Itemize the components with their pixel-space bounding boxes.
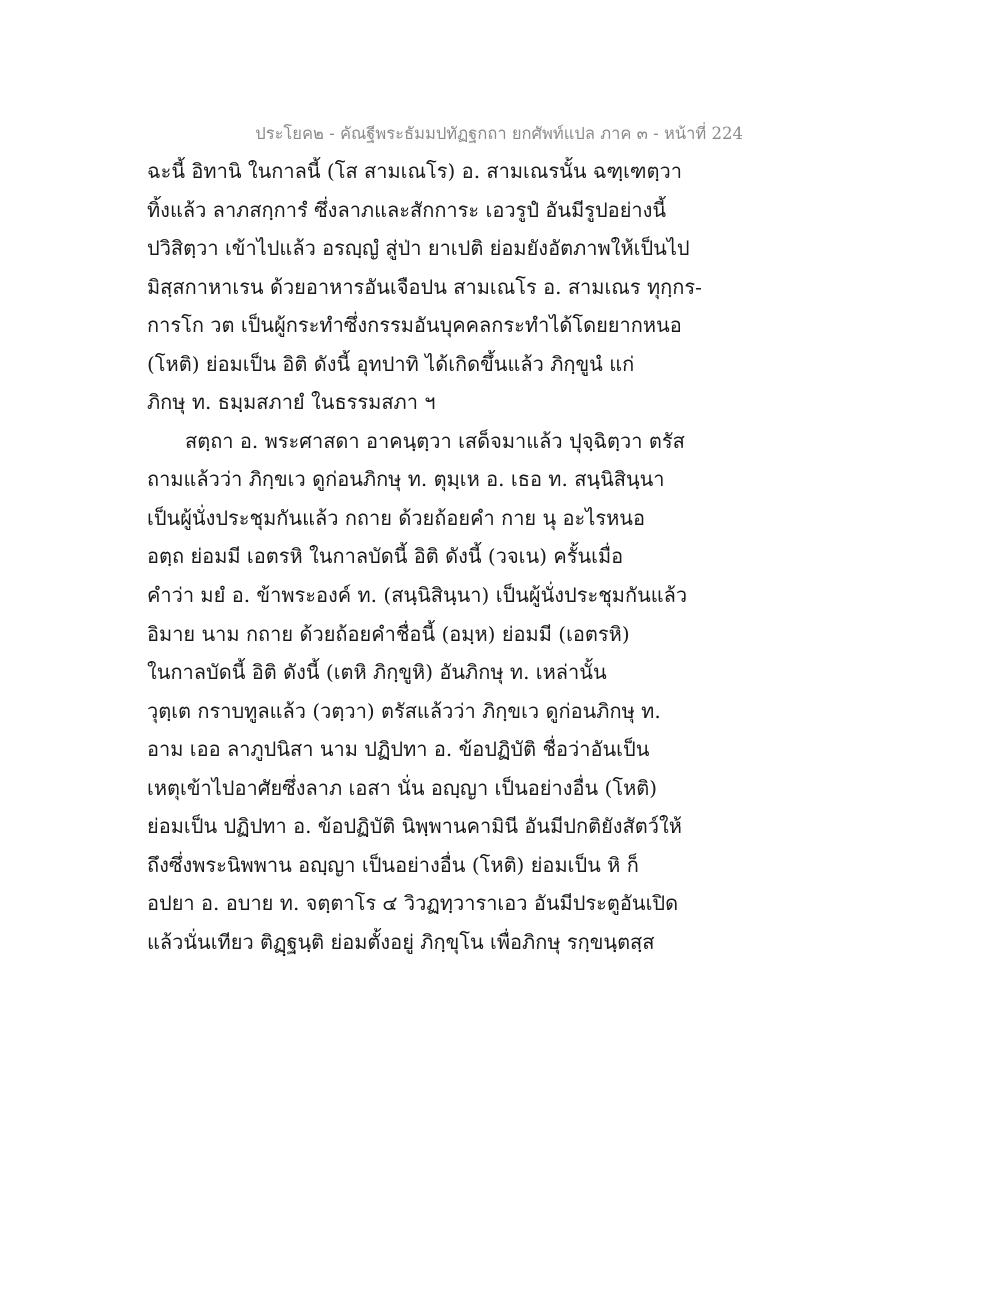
text-line: ย่อมเป็น ปฏิปทา อ. ข้อปฏิบัติ นิพฺพานคามินี อันมีปกติยังสัตว์ให้ [147,814,682,839]
body-text [147,152,707,961]
text-line: แล้วนั่นเทียว ติฏฺฐนฺติ ย่อมตั้งอยู่ ภิกฺขุโน เพื่อภิกษุ รกฺขนฺตสฺส [147,929,655,954]
paragraph-1 [147,152,707,422]
text-line: วุตฺเต กราบทูลแล้ว (วตฺวา) ตรัสแล้วว่า ภิกฺขเว ดูก่อนภิกษุ ท. [147,698,661,723]
text-line: อิมาย นาม กถาย ด้วยถ้อยคำชื่อนี้ (อมฺห) ย่อมมี (เอตรหิ) [147,621,630,646]
text-line: ฉะนี้ อิทานิ ในกาลนี้ (โส สามเณโร) อ. สามเณรนั้น ฉฑฺเฑตฺวา [147,159,682,183]
text-line: ทิ้งแล้ว ลาภสกฺการํ ซึ่งลาภและสักการะ เอวรูปํ อันมีรูปอย่างนี้ [147,197,667,222]
text-line: การโก วต เป็นผู้กระทำซึ่งกรรมอันบุคคลกระทำได้โดยยากหนอ [147,313,682,338]
text-line: เหตุเข้าไปอาศัยซึ่งลาภ เอสา นั่น อญฺญา เป็นอย่างอื่น (โหติ) [147,775,658,800]
text-line: ภิกษุ ท. ธมฺมสภายํ ในธรรมสภา ฯ [147,390,436,415]
text-line: ถามแล้วว่า ภิกฺขเว ดูก่อนภิกษุ ท. ตุมฺเห อ. เธอ ท. สนฺนิสินฺนา [147,467,665,492]
text-line: ปวิสิตฺวา เข้าไปแล้ว อรญฺญํ สู่ป่า ยาเปติ ย่อมยังอัตภาพให้เป็นไป [147,236,690,261]
text-line: เป็นผู้นั่งประชุมกันแล้ว กถาย ด้วยถ้อยคำ กาย นุ อะไรหนอ [147,505,645,530]
text-line: อาม เออ ลาภูปนิสา นาม ปฏิปทา อ. ข้อปฏิบัติ ชื่อว่าอันเป็น [147,737,650,762]
text-line: มิสฺสกาหาเรน ด้วยอาหารอันเจือปน สามเณโร อ. สามเณร ทุกฺกร- [147,274,702,299]
text-line: อปยา อ. อบาย ท. จตฺตาโร ๔ วิวฏทฺวาราเอว อันมีประตูอันเปิด [147,891,679,916]
text-line: คำว่า มยํ อ. ข้าพระองค์ ท. (สนฺนิสินฺนา) เป็นผู้นั่งประชุมกันแล้ว [147,583,688,608]
paragraph-2 [147,422,707,962]
text-line: (โหติ) ย่อมเป็น อิติ ดังนี้ อุทปาทิ ได้เกิดขึ้นแล้ว ภิกฺขูนํ แก่ [147,351,635,376]
text-line: ถึงซึ่งพระนิพพาน อญฺญา เป็นอย่างอื่น (โหติ) ย่อมเป็น หิ ก็ [147,852,639,877]
running-header: ประโยค๒ - คัณฐีพระธัมมปทัฏฐกถา ยกศัพท์แปล ภาค ๓ - หน้าที่ 224 [255,124,743,143]
text-line: อตฺถ ย่อมมี เอตรหิ ในกาลบัดนี้ อิติ ดังนี้ (วจเน) ครั้นเมื่อ [147,544,624,569]
text-line-indented: สตฺถา อ. พระศาสดา อาคนฺตฺวา เสด็จมาแล้ว ปุจฺฉิตฺวา ตรัส [185,428,685,453]
text-line: ในกาลบัดนี้ อิติ ดังนี้ (เตหิ ภิกฺขูหิ) อันภิกษุ ท. เหล่านั้น [147,660,607,685]
